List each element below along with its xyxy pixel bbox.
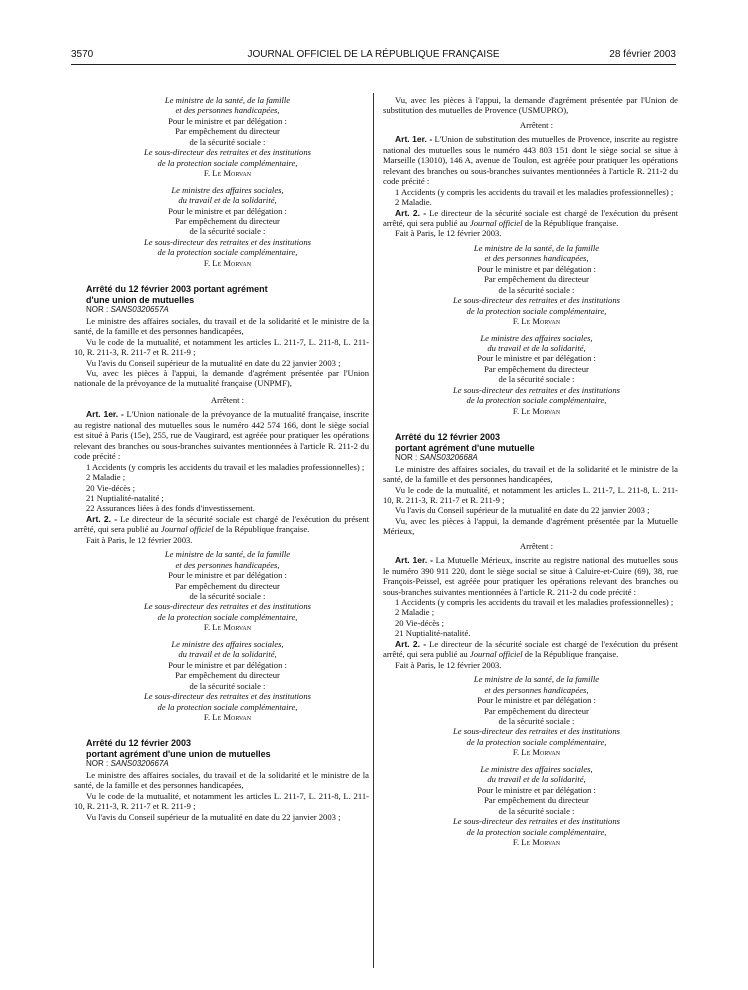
signatory-title: de la protection sociale complémentaire, — [157, 157, 298, 168]
visa: Vu, avec les pièces à l'appui, la demande d'agrément présentée par l'Union nationale de la prévoyance de la mutualité française (UNPMF), — [74, 367, 369, 389]
right-column — [383, 95, 678, 847]
decree-title: portant agrément d'une mutuelle — [395, 442, 535, 453]
visa: Vu l'avis du Conseil supérieur de la mutualité en date du 22 janvier 2003 ; — [86, 357, 341, 368]
delegation-line: Pour le ministre et par délégation : — [168, 659, 287, 670]
signing-place-date: Fait à Paris, le 12 février 2003. — [395, 659, 502, 670]
signatory-title: de la protection sociale complémentaire, — [466, 395, 607, 406]
delegation-line: Pour le ministre et par délégation : — [477, 353, 596, 364]
signatory-title: Le sous-directeur des retraites et des institutions — [453, 384, 620, 395]
branch-item: 2 Maladie. — [395, 197, 432, 208]
signatory-title: Le sous-directeur des retraites et des institutions — [453, 726, 620, 737]
signatory-title: de la protection sociale complémentaire, — [157, 247, 298, 258]
signatory-title: et des personnes handicapées, — [175, 105, 280, 116]
signatory-title: Le ministre de la santé, de la famille — [164, 95, 291, 105]
signatory-title: du travail et de la solidarité, — [487, 774, 586, 785]
delegation-line: Par empêchement du directeur — [484, 363, 589, 374]
article-1: Art. 1er. - L'Union de substitution des mutuelles de Provence, inscrite au registre national des mutuelles sous le numéro 443 803 151 dont le siège social se situe à Marseille (13010), 146 A, avenue de Toulon, est agréée pour pratiquer les opérations relevant des branches ou sous-branches suivantes mentionnées à l'article R. 211-2 du code précité : — [383, 134, 678, 187]
branch-item: 22 Assurances liées à des fonds d'investissement. — [86, 503, 255, 514]
delegation-line: de la sécurité sociale : — [498, 805, 575, 816]
signature-block — [383, 674, 678, 758]
delegation-line: Par empêchement du directeur — [175, 670, 280, 681]
preamble: Le ministre des affaires sociales, du travail et de la solidarité et le ministre de la santé, de la famille et des personnes handicapées, — [74, 769, 369, 791]
decree-title: d'une union de mutuelles — [86, 294, 195, 305]
signatory-name: F. Le Morvan — [203, 168, 252, 179]
signatory-title: de la protection sociale complémentaire, — [157, 611, 298, 622]
decree-title: Arrêté du 12 février 2003 portant agrément — [86, 284, 268, 295]
column-divider — [373, 93, 374, 968]
visa: Vu le code de la mutualité, et notamment les articles L. 211-7, L. 211-8, L. 211-10, R. 211-3, R. 211-7 et R. 211-9 ; — [74, 336, 369, 358]
signatory-title: Le sous-directeur des retraites et des institutions — [144, 601, 311, 612]
signatory-name: F. Le Morvan — [203, 257, 252, 268]
delegation-line: Par empêchement du directeur — [175, 215, 280, 226]
branch-item: 1 Accidents (y compris les accidents du travail et les maladies professionnelles) ; — [395, 597, 674, 608]
visa: Vu, avec les pièces à l'appui, la demande d'agrément présentée par la Mutuelle Mérieux, — [383, 515, 678, 537]
branch-item: 2 Maladie ; — [395, 607, 435, 618]
article-1: Art. 1er. - La Mutuelle Mérieux, inscrite au registre national des mutuelles sous le numéro 390 911 220, dont le siège social se situe à Caluire-et-Cuire (69), 38, rue François-Peissel, est agréée pour pratiquer les opérations relevant des branches ou sous-branches suivantes mentionnées à l'article R. 211-2 du code précité : — [383, 555, 678, 597]
signing-place-date: Fait à Paris, le 12 février 2003. — [86, 534, 193, 545]
article-2: Art. 2. - Le directeur de la sécurité sociale est chargé de l'exécution du présent arrêté, qui sera publié au Journal officiel de la République française. — [383, 207, 679, 228]
decree-title: portant agrément d'une union de mutuelles — [86, 748, 271, 759]
signature-block — [74, 549, 369, 633]
signatory-name: F. Le Morvan — [512, 747, 561, 758]
delegation-line: Par empêchement du directeur — [484, 795, 589, 806]
signatory-title: Le sous-directeur des retraites et des institutions — [453, 816, 620, 827]
signatory-title: Le ministre de la santé, de la famille — [473, 674, 600, 685]
signatory-title: de la protection sociale complémentaire, — [157, 701, 298, 712]
preamble: Le ministre des affaires sociales, du travail et de la solidarité et le ministre de la santé, de la famille et des personnes handicapées, — [383, 463, 678, 485]
signatory-title: Le sous-directeur des retraites et des institutions — [453, 295, 620, 306]
visa: Vu le code de la mutualité, et notamment les articles L. 211-7, L. 211-8, L. 211-10, R. 211-3, R. 211-7 et R. 211-9 ; — [74, 790, 369, 812]
delegation-line: de la sécurité sociale : — [498, 374, 575, 385]
delegation-line: de la sécurité sociale : — [189, 680, 266, 691]
delegation-line: Par empêchement du directeur — [175, 126, 280, 137]
branch-item: 2 Maladie ; — [86, 472, 126, 483]
delegation-line: Pour le ministre et par délégation : — [477, 695, 596, 706]
signatory-title: et des personnes handicapées, — [175, 559, 280, 570]
signatory-title: de la protection sociale complémentaire, — [466, 305, 607, 316]
signature-block — [74, 95, 369, 179]
signatory-title: du travail et de la solidarité, — [178, 195, 277, 206]
decree-title: Arrêté du 12 février 2003 — [395, 432, 501, 443]
signature-block — [383, 243, 678, 327]
branch-item: 21 Nuptialité-natalité. — [395, 628, 471, 639]
delegation-line: de la sécurité sociale : — [189, 591, 266, 602]
signatory-title: Le ministre des affaires sociales, — [171, 638, 284, 649]
article-2: Art. 2. - Le directeur de la sécurité sociale est chargé de l'exécution du présent arrêté, qui sera publié au Journal officiel de la République française. — [383, 638, 679, 660]
article-2: Art. 2. - Le directeur de la sécurité sociale est chargé de l'exécution du présent arrêté, qui sera publié au Journal officiel de la République française. — [74, 513, 370, 535]
visa: Vu l'avis du Conseil supérieur de la mutualité en date du 22 janvier 2003 ; — [395, 505, 650, 516]
article-1: Art. 1er. - L'Union nationale de la prévoyance de la mutualité française, inscrite au registre national des mutuelles sous le numéro 442 574 166, dont le siège social est situé à Paris (15e), 255, rue de Vaugirard, est agréée pour pratiquer les opérations relevant des branches ou sous-branches suivantes mentionnées à l'article R. 211-2 du code précité : — [74, 409, 369, 462]
signatory-title: et des personnes handicapées, — [484, 684, 589, 695]
delegation-line: Pour le ministre et par délégation : — [477, 263, 596, 274]
signatory-title: Le sous-directeur des retraites et des institutions — [144, 691, 311, 702]
branch-item: 1 Accidents (y compris les accidents du travail et les maladies professionnelles) ; — [395, 186, 674, 197]
signatory-name: F. Le Morvan — [203, 622, 252, 633]
page-number: 3570 — [71, 49, 94, 60]
left-column — [74, 95, 369, 822]
signatory-title: Le ministre des affaires sociales, — [480, 763, 593, 774]
preamble: Le ministre des affaires sociales, du travail et de la solidarité et le ministre de la santé, de la famille et des personnes handicapées, — [74, 315, 369, 337]
signature-block — [383, 764, 678, 848]
decree-title: Arrêté du 12 février 2003 — [86, 738, 192, 749]
delegation-line: Par empêchement du directeur — [175, 580, 280, 591]
visa: Vu, avec les pièces à l'appui, la demande d'agrément présentée par l'Union de substitution des mutuelles de Provence (USMUPRO), — [383, 95, 678, 116]
delegation-line: Pour le ministre et par délégation : — [477, 784, 596, 795]
arretent-heading: Arrêtent : — [210, 394, 245, 405]
branch-item: 21 Nuptialité-natalité ; — [86, 492, 164, 503]
delegation-line: Pour le ministre et par délégation : — [168, 570, 287, 581]
signatory-title: de la protection sociale complémentaire, — [466, 736, 607, 747]
nor-reference: NOR : SANS0320657A — [86, 305, 169, 315]
signatory-title: et des personnes handicapées, — [484, 253, 589, 264]
signatory-title: Le sous-directeur des retraites et des institutions — [144, 147, 311, 158]
signature-block — [74, 185, 369, 269]
signatory-name: F. Le Morvan — [203, 712, 252, 723]
signatory-title: Le sous-directeur des retraites et des institutions — [144, 236, 311, 247]
signature-block — [74, 639, 369, 723]
signatory-name: F. Le Morvan — [512, 405, 561, 416]
delegation-line: Par empêchement du directeur — [484, 274, 589, 285]
branch-item: 1 Accidents (y compris les accidents du travail et les maladies professionnelles) ; — [86, 461, 365, 472]
issue-date: 28 février 2003 — [609, 49, 676, 60]
visa: Vu le code de la mutualité, et notamment les articles L. 211-7, L. 211-8, L. 211-10, R. 211-3, R. 211-7 et R. 211-9 ; — [383, 484, 678, 505]
delegation-line: de la sécurité sociale : — [498, 716, 575, 727]
signature-block — [383, 333, 678, 417]
signatory-title: Le ministre des affaires sociales, — [171, 184, 284, 195]
signatory-title: du travail et de la solidarité, — [178, 649, 277, 660]
visa: Vu l'avis du Conseil supérieur de la mutualité en date du 22 janvier 2003 ; — [86, 811, 341, 822]
journal-title: JOURNAL OFFICIEL DE LA RÉPUBLIQUE FRANÇAISE — [247, 49, 500, 60]
delegation-line: de la sécurité sociale : — [498, 284, 575, 295]
signatory-title: Le ministre des affaires sociales, — [480, 332, 593, 343]
header-rule — [71, 64, 676, 65]
delegation-line: de la sécurité sociale : — [189, 226, 266, 237]
signatory-title: Le ministre de la santé, de la famille — [164, 549, 291, 560]
signatory-title: Le ministre de la santé, de la famille — [473, 242, 600, 253]
delegation-line: de la sécurité sociale : — [189, 136, 266, 147]
signatory-title: du travail et de la solidarité, — [487, 342, 586, 353]
nor-reference: NOR : SANS0320668A — [395, 453, 478, 463]
signatory-name: F. Le Morvan — [512, 316, 561, 327]
arretent-heading: Arrêtent : — [519, 540, 554, 551]
nor-reference: NOR : SANS0320667A — [86, 759, 169, 769]
branch-item: 20 Vie-décès ; — [86, 482, 135, 493]
delegation-line: Pour le ministre et par délégation : — [168, 115, 287, 126]
signatory-name: F. Le Morvan — [512, 837, 561, 847]
page-header — [71, 49, 676, 63]
delegation-line: Pour le ministre et par délégation : — [168, 205, 287, 216]
signing-place-date: Fait à Paris, le 12 février 2003. — [395, 228, 502, 239]
branch-item: 20 Vie-décès ; — [395, 617, 444, 628]
delegation-line: Par empêchement du directeur — [484, 705, 589, 716]
arretent-heading: Arrêtent : — [519, 119, 554, 130]
signatory-title: de la protection sociale complémentaire, — [466, 826, 607, 837]
